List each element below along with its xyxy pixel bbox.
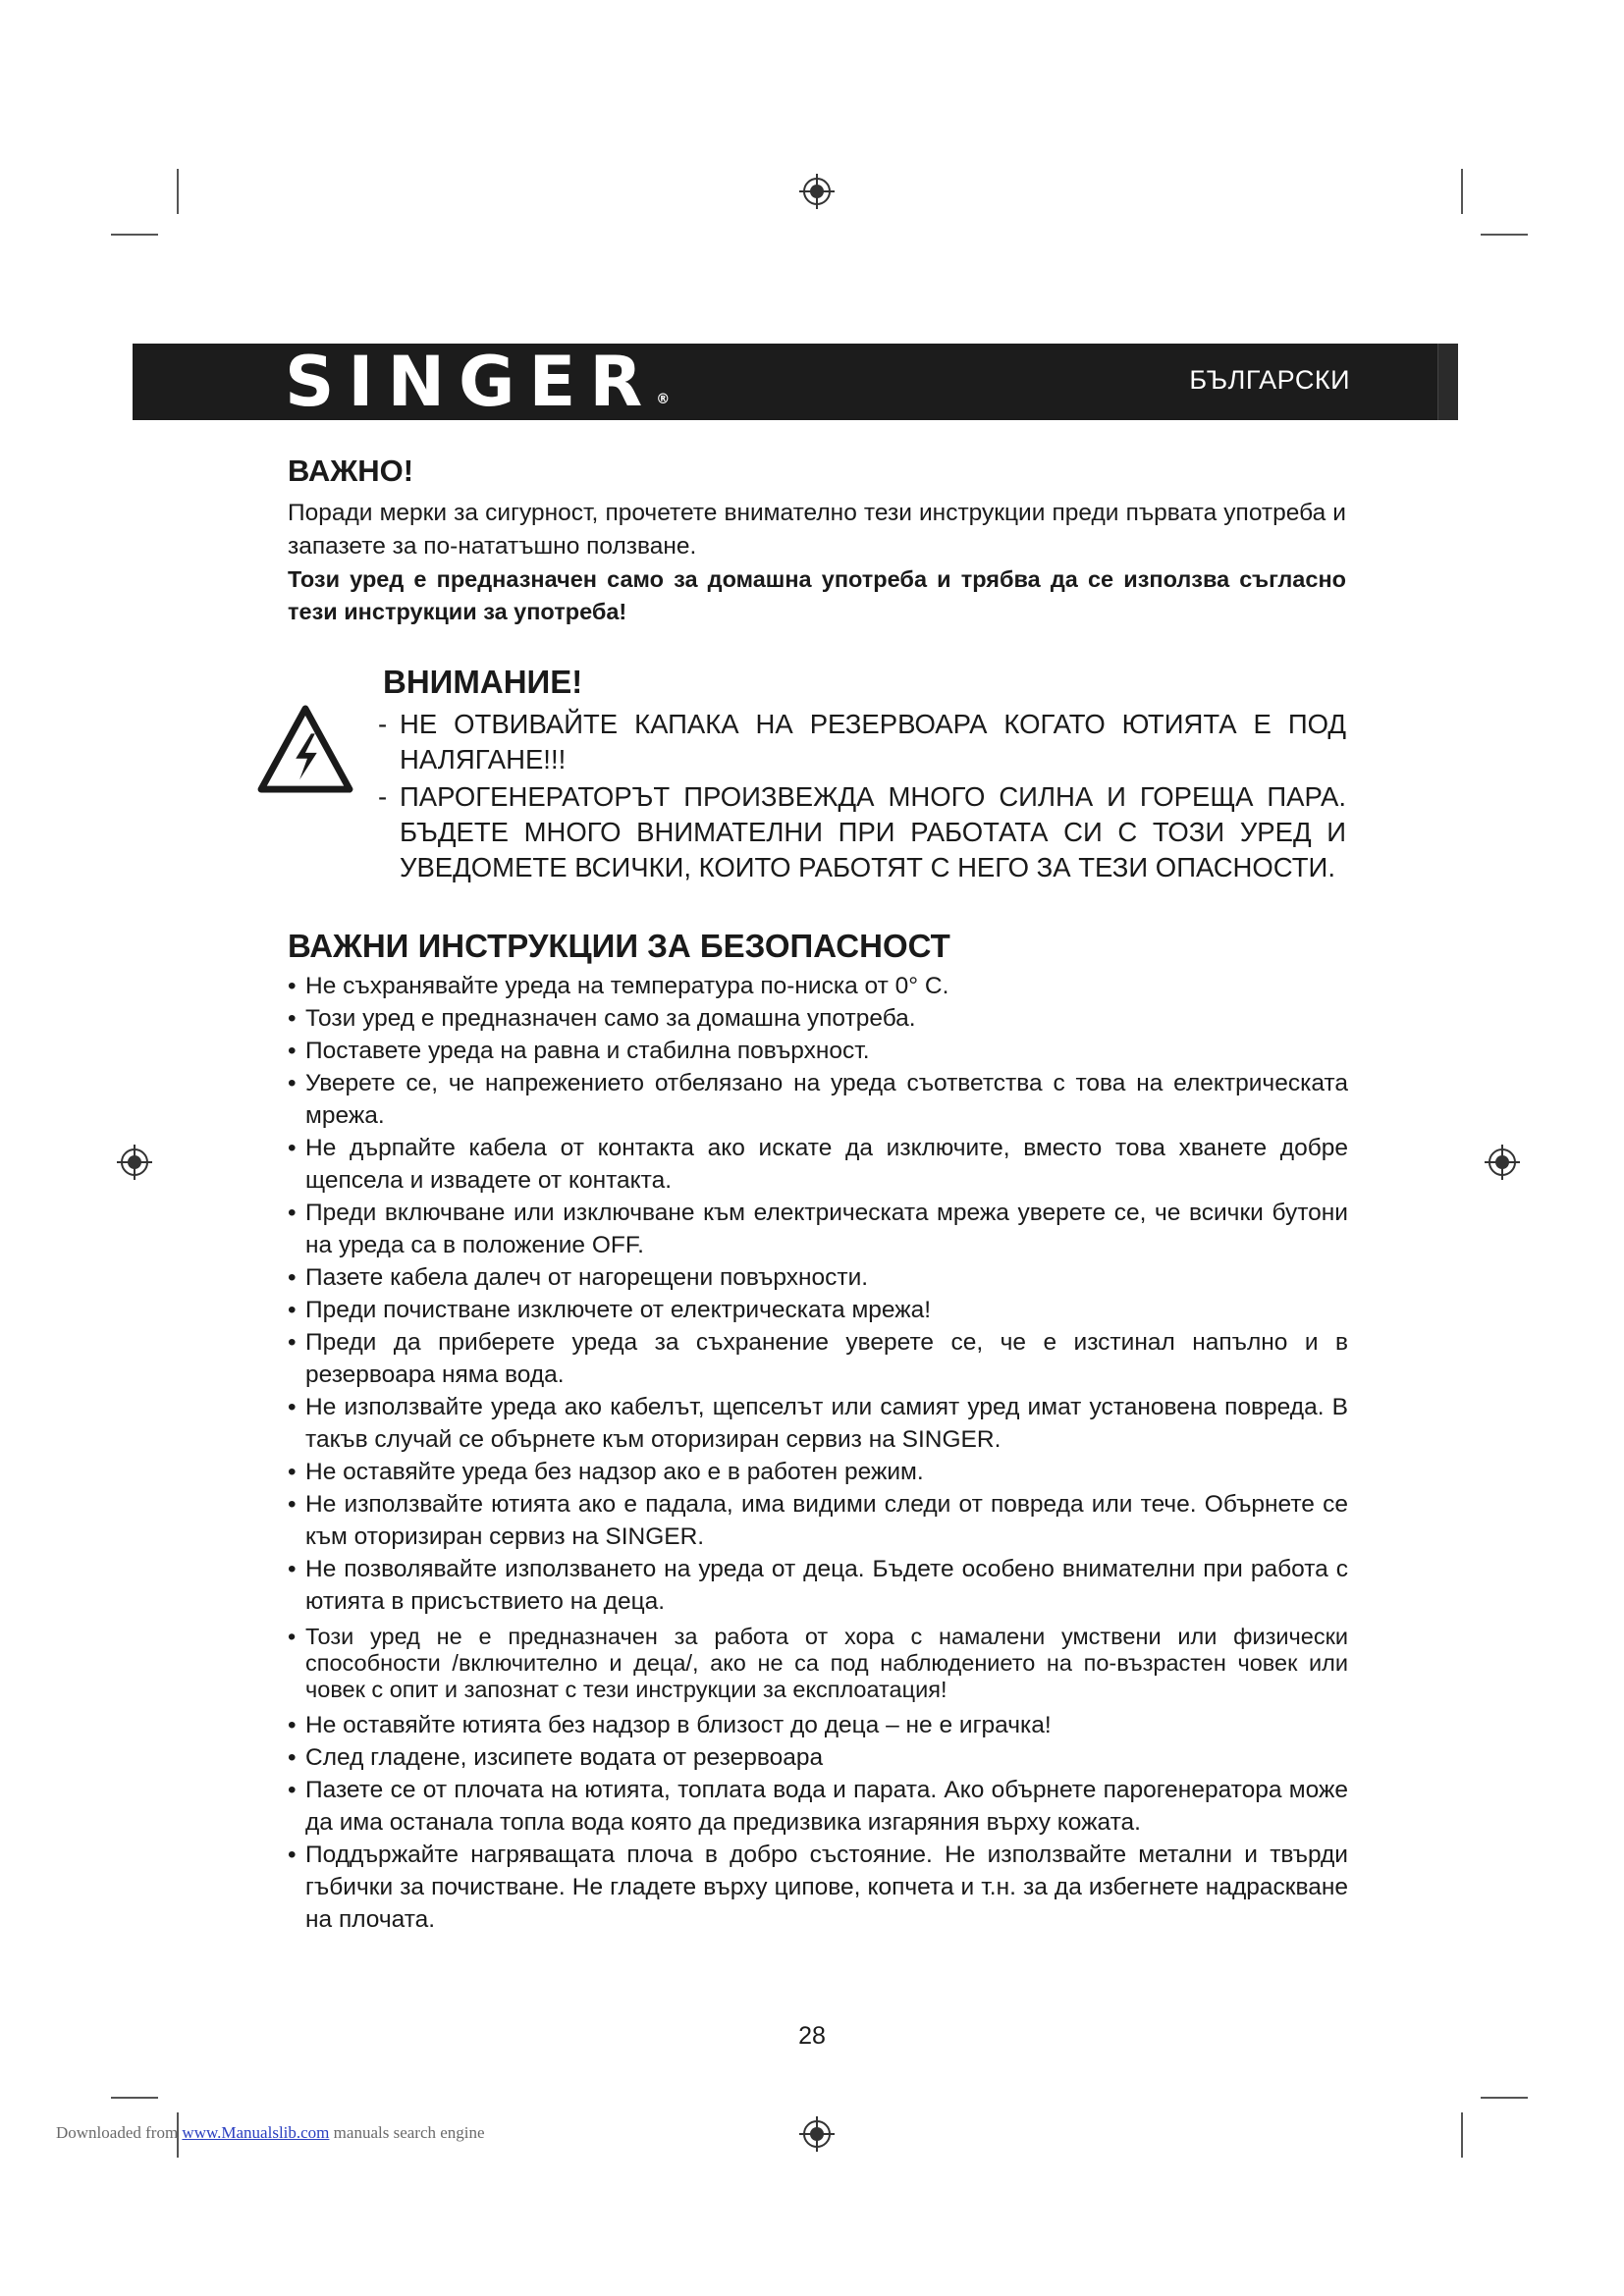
list-item: • Преди почистване изключете от електрическата мрежа! (288, 1294, 1348, 1326)
crop-mark (1481, 2097, 1528, 2099)
list-item: • Поставете уреда на равна и стабилна повърхност. (288, 1035, 1348, 1067)
manualslib-link[interactable]: www.Manualslib.com (182, 2123, 330, 2142)
electric-hazard-icon (257, 705, 353, 793)
registration-mark-icon (797, 2114, 837, 2154)
footer-prefix: Downloaded from (56, 2123, 179, 2142)
brand-logo: SINGER® (285, 342, 671, 422)
footer-suffix: manuals search engine (333, 2123, 485, 2142)
list-item: • Не позволявайте използването на уреда от деца. Бъдете особено внимателни при работа с ютията в присъствието на деца. (288, 1553, 1348, 1618)
safety-list (288, 970, 1348, 1936)
list-item: • Не съхранявайте уреда на температура по-ниска от 0° С. (288, 970, 1348, 1002)
registration-mark-icon (1483, 1143, 1522, 1182)
language-label: БЪЛГАРСКИ (1189, 365, 1350, 395)
important-text: Поради мерки за сигурност, прочетете внимателно тези инструкции преди първата употреба и запазете за по-нататъшно ползване. (288, 500, 1346, 560)
crop-mark (177, 169, 179, 214)
safety-title: ВАЖНИ ИНСТРУКЦИИ ЗА БЕЗОПАСНОСТ (288, 928, 950, 964)
header-edge (1437, 344, 1458, 420)
page-number: 28 (798, 2022, 826, 2050)
header-bar (133, 344, 1458, 420)
list-item: • Не използвайте ютията ако е падала, има видими следи от повреда или тече. Обърнете се към оторизиран сервиз на SINGER. (288, 1488, 1348, 1553)
warning-item: - ПАРОГЕНЕРАТОРЪТ ПРОИЗВЕЖДА МНОГО СИЛНА И ГОРЕЩА ПАРА. БЪДЕТЕ МНОГО ВНИМАТЕЛНИ ПРИ РАБОТАТА СИ С ТОЗИ УРЕД И УВЕДОМЕТЕ ВСИЧКИ, КОИТО РАБОТЯТ С НЕГО ЗА ТЕЗИ ОПАСНОСТИ. (378, 781, 1346, 882)
important-title: ВАЖНО! (288, 454, 414, 488)
list-item: • Този уред е предназначен само за домашна употреба. (288, 1002, 1348, 1035)
list-item: • Не използвайте уреда ако кабелът, щепселът или самият уред имат установена повреда. В такъв случай се обърнете към оторизиран сервиз на SINGER. (288, 1391, 1348, 1456)
list-item: • Този уред не е предназначен за работа от хора с намалени умствени или физически способности /включително и деца/, ако не са под наблюдението на по-възрастен човек или човек с опит и запознат с тези инструкции за експлоатация! (288, 1624, 1348, 1703)
crop-mark (1461, 2112, 1463, 2158)
warning-item: - НЕ ОТВИВАЙТЕ КАПАКА НА РЕЗЕРВОАРА КОГАТО ЮТИЯТА Е ПОД НАЛЯГАНЕ!!! (378, 709, 1346, 774)
list-item: • Пазете кабела далеч от нагорещени повърхности. (288, 1261, 1348, 1294)
list-item: • Преди включване или изключване към електрическата мрежа уверете се, че всички бутони на уреда са в положение OFF. (288, 1197, 1348, 1261)
registration-mark-icon (115, 1143, 154, 1182)
list-item: • След гладене, изсипете водата от резервоара (288, 1741, 1348, 1774)
list-item: • Уверете се, че напрежението отбелязано на уреда съответства с това на електрическата мрежа. (288, 1067, 1348, 1132)
warning-list (378, 707, 1346, 885)
warning-title: ВНИМАНИЕ! (383, 664, 583, 700)
crop-mark (111, 2097, 158, 2099)
list-item: • Пазете се от плочата на ютията, топлата вода и парата. Ако обърнете парогенератора може да има останала топла вода която да предизвика изгаряния върху кожата. (288, 1774, 1348, 1839)
crop-mark (1481, 234, 1528, 236)
important-bold-text: Този уред е предназначен само за домашна употреба и трябва да се използва съгласно тези инструкции за употреба! (288, 566, 1346, 624)
registration-mark-icon (797, 172, 837, 211)
list-item: • Преди да приберете уреда за съхранение уверете се, че е изстинал напълно и в резервоара няма вода. (288, 1326, 1348, 1391)
list-item: • Не дърпайте кабела от контакта ако искате да изключите, вместо това хванете добре щепсела и извадете от контакта. (288, 1132, 1348, 1197)
crop-mark (1461, 169, 1463, 214)
important-section (288, 454, 1346, 628)
footer (56, 2123, 485, 2143)
list-item: • Не оставяйте ютията без надзор в близост до деца – не е играчка! (288, 1709, 1348, 1741)
list-item: • Поддържайте нагряващата плоча в добро състояние. Не използвайте метални и твърди гъбички за почистване. Не гладете върху ципове, копчета и т.н. за да избегнете надраскване на плочата. (288, 1839, 1348, 1936)
list-item: • Не оставяйте уреда без надзор ако е в работен режим. (288, 1456, 1348, 1488)
crop-mark (111, 234, 158, 236)
